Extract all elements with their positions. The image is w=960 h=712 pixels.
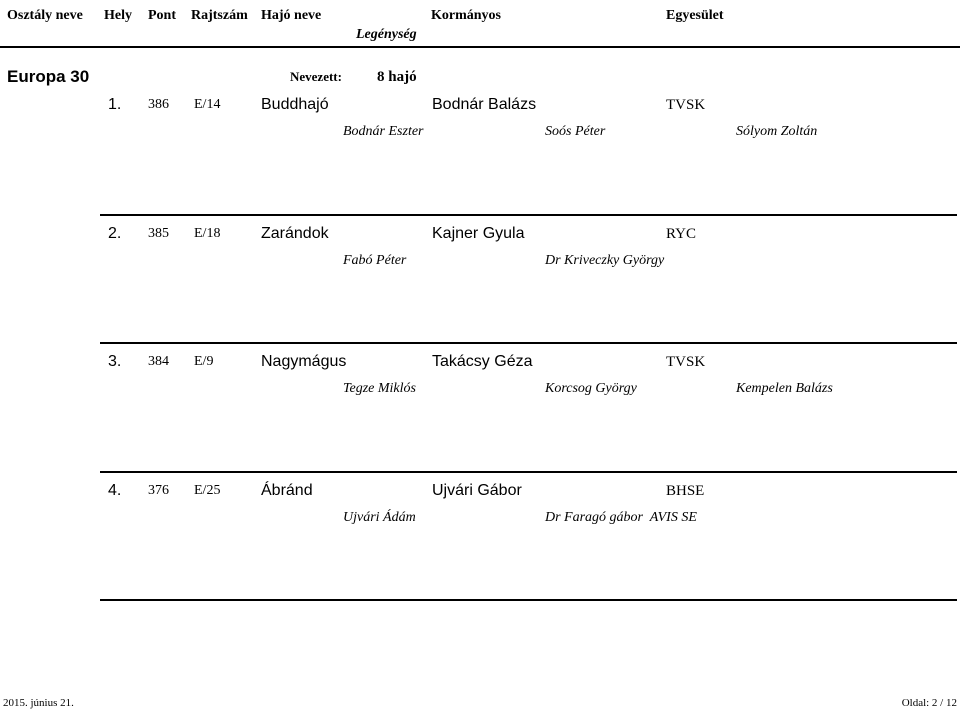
class-name: Europa 30 xyxy=(7,67,90,86)
col-header-place: Hely xyxy=(104,8,132,23)
entry-points: 376 xyxy=(148,483,169,498)
col-header-skipper: Kormányos xyxy=(431,8,501,23)
entry-crew-member: Ujvári Ádám xyxy=(343,510,416,525)
entry-crew-member: Dr Kriveczky György xyxy=(545,253,665,268)
entry-skipper: Bodnár Balázs xyxy=(432,96,537,113)
col-header-club: Egyesület xyxy=(666,8,724,23)
entry-boat-name: Ábránd xyxy=(261,482,313,499)
entry-sail-no: E/9 xyxy=(194,354,214,369)
col-header-boat-name: Hajó neve xyxy=(261,8,322,23)
entry-skipper: Kajner Gyula xyxy=(432,225,525,242)
header-divider xyxy=(0,46,960,48)
entry-points: 384 xyxy=(148,354,169,369)
entry-points: 385 xyxy=(148,226,169,241)
entry-crew-member: Korcsog György xyxy=(545,381,637,396)
footer-date: 2015. június 21. xyxy=(3,697,74,709)
entry-club: TVSK xyxy=(666,97,706,113)
entry-place: 3. xyxy=(108,353,122,370)
entry-club: BHSE xyxy=(666,483,705,499)
entry-club: RYC xyxy=(666,226,697,242)
entry-place: 1. xyxy=(108,96,122,113)
entry-crew-member: Tegze Miklós xyxy=(343,381,416,396)
entry-skipper: Takácsy Géza xyxy=(432,353,533,370)
entry-crew-member: Sólyom Zoltán xyxy=(736,124,818,139)
entry-sail-no: E/14 xyxy=(194,97,221,112)
entry-crew-member: Dr Faragó gábor AVIS SE xyxy=(545,510,697,525)
entry-divider xyxy=(100,471,957,473)
entry-boat-name: Nagymágus xyxy=(261,353,347,370)
col-header-points: Pont xyxy=(148,8,176,23)
entered-label: Nevezett: xyxy=(290,69,342,84)
entry-place: 4. xyxy=(108,482,122,499)
entry-crew-member: Kempelen Balázs xyxy=(736,381,833,396)
col-header-crew: Legénység xyxy=(356,27,417,42)
entry-crew-member: Soós Péter xyxy=(545,124,606,139)
entry-crew-member: Bodnár Eszter xyxy=(343,124,424,139)
entry-crew-member: Fabó Péter xyxy=(343,253,407,268)
col-header-class-name: Osztály neve xyxy=(7,8,83,23)
entry-boat-name: Zarándok xyxy=(261,225,329,242)
footer-page-number: Oldal: 2 / 12 xyxy=(901,697,957,709)
entry-club: TVSK xyxy=(666,354,706,370)
entry-sail-no: E/18 xyxy=(194,226,221,241)
col-header-sail-no: Rajtszám xyxy=(191,8,248,23)
entered-value: 8 hajó xyxy=(377,69,417,85)
entry-place: 2. xyxy=(108,225,122,242)
entry-divider xyxy=(100,599,957,601)
entry-skipper: Ujvári Gábor xyxy=(432,482,522,499)
entry-divider xyxy=(100,214,957,216)
entry-divider xyxy=(100,342,957,344)
entry-boat-name: Buddhajó xyxy=(261,96,329,113)
entry-points: 386 xyxy=(148,97,169,112)
entry-sail-no: E/25 xyxy=(194,483,221,498)
